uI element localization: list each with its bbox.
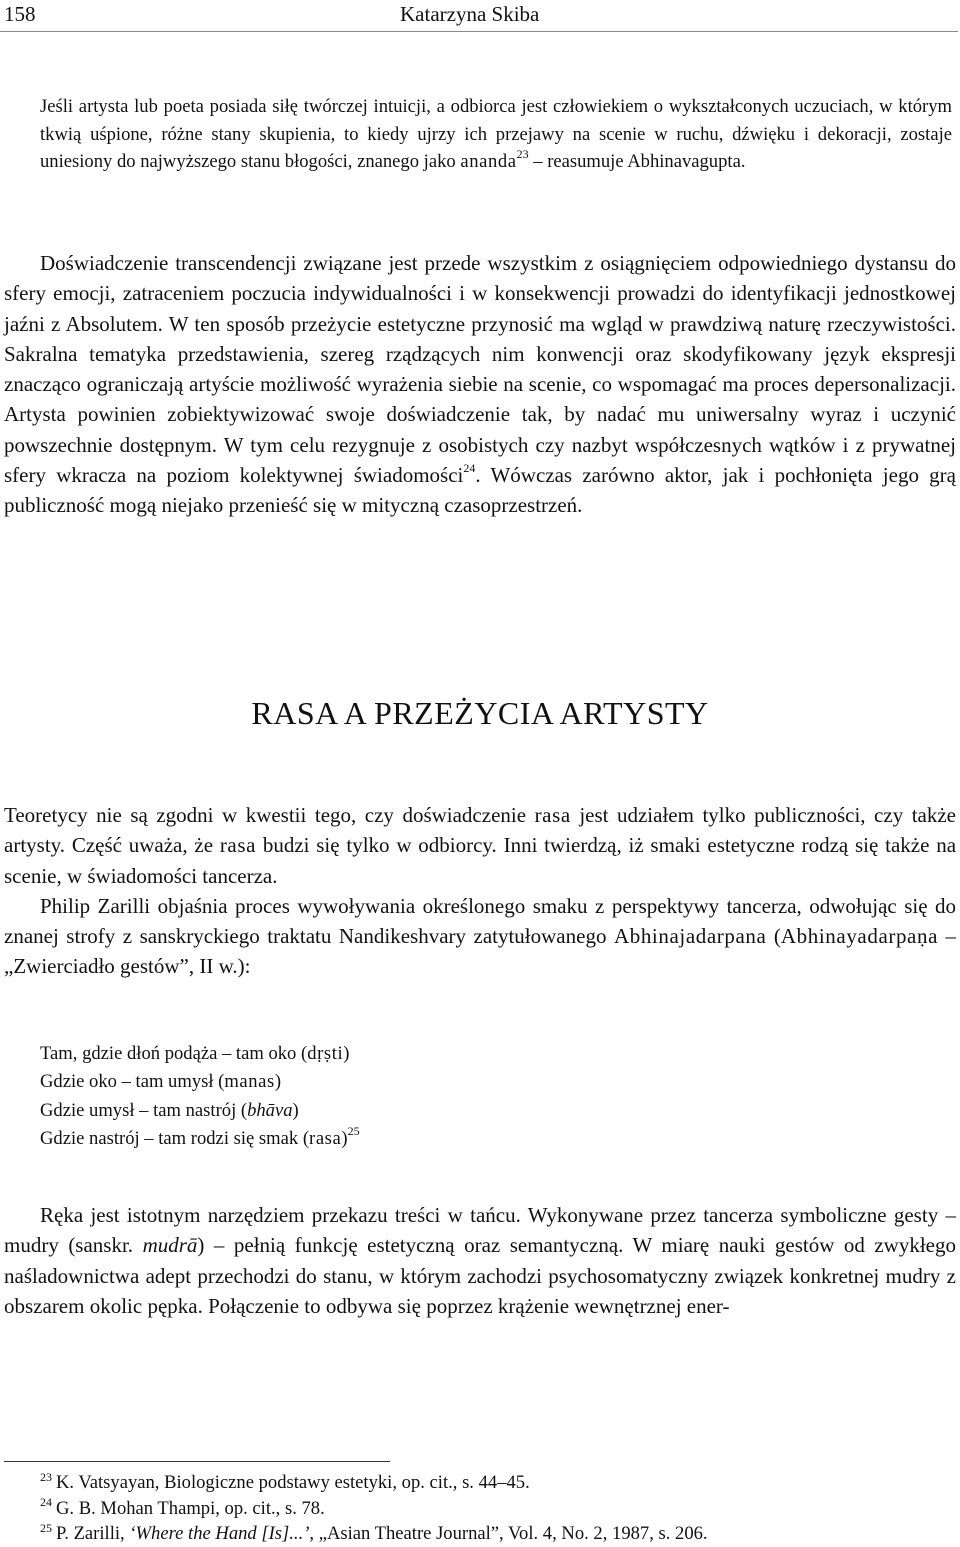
verse-line: Tam, gdzie dłoń podąża – tam oko (dṛṣti) (40, 1043, 350, 1064)
page-header (0, 0, 960, 34)
footnote-23: $^{23}$ K. Vatsyayan, Biologiczne podstawy estetyki, op. cit., s. 44–45. (40, 1469, 530, 1493)
term-mudra: mudrā (142, 1233, 198, 1258)
paragraph1-text-end: . Wówczas zarówno aktor, jak i pochłonięta jego grą publiczność mogą niejako przenieść się w mityczną czasoprzestrzeń. (4, 463, 956, 518)
quote-attribution: – reasumuje Abhinavagupta. (533, 151, 746, 172)
footnotes (40, 1470, 955, 1547)
paragraph2-text: Philip Zarilli objaśnia proces wywoływania określonego smaku z perspektywy tancerza, odwołując się do znanej strofy z sanskryckiego traktatu Nandikeshvary zatytułowanego (4, 893, 956, 949)
paragraph2-text: budzi się tylko w odbiorcy. Inni twierdzą, iż smaki estetyczne rodzą się także na scenie, w świadomości tancerza. (4, 833, 957, 888)
block-quote (40, 93, 952, 176)
term-rasa: rasa (534, 803, 571, 827)
paragraph1-text: Doświadczenie transcendencji związane jest przede wszystkim z osiągnięciem odpowiedniego dystansu do sfery emocji, zatraceniem poczucia indywidualności i w konsekwencji prowadzi do identyfikacji jednostkowej jaźni z Absolutem. W ten sposób przeżycie estetyczne przynosić ma wgląd w prawdziwą naturę rzeczywistości. Sakralna tematyka przedstawienia, szereg rządzących nim konwencji oraz skodyfikowany język ekspresji znacząco ograniczają artyście możliwość wyrażenia siebie na scenie, co wspomagać ma proces depersonalizacji. Artysta powinien zobiektywizować swoje doświadczenie tak, by nadać mu uniwersalny wyraz i uczynić powszechnie dostępnym. W tym celu rezygnuje z osobistych czy nazbyt współczesnych wątków i z prywatnej sfery wkracza na poziom kolektywnej świadomości (4, 251, 956, 488)
verse-line: Gdzie oko – tam umysł (manas) (40, 1071, 282, 1093)
header-rule (0, 31, 958, 32)
verse-line: Gdzie umysł – tam nastrój (bhāva) (40, 1099, 299, 1121)
footnote-ref-24[interactable]: 24 (463, 461, 476, 476)
verse-quote (40, 1040, 740, 1153)
term-rasa: rasa (219, 833, 257, 858)
page-number: 158 (4, 2, 36, 26)
footnote-separator (4, 1461, 390, 1462)
paragraph2-text: jest udziałem tylko publiczności, czy także artysty. Część uważa, że (4, 803, 957, 858)
footnote-25: $^{25}$ P. Zarilli, ‘Where the Hand [Is]...’, „Asian Theatre Journal”, Vol. 4, No. 2, 1987, s. 206. (40, 1520, 708, 1544)
paragraph3-text: ) – pełnią funkcję estetyczną oraz semantyczną. W miarę nauki gestów od zwykłego naśladownictwa adept przechodzi do stanu, w którym zachodzi psychosomatyczny związek konkretnej mudry z obszarem okolic pępka. Połączenie to odbywa się poprzez krążenie wewnętrznej ener- (4, 1233, 956, 1318)
paragraph-mudra (4, 1200, 956, 1321)
paragraph-rasa (4, 800, 956, 982)
footnote-ref-25[interactable]: 25 (347, 1123, 360, 1138)
paragraph-transcendence (4, 248, 956, 521)
paragraph3-text: Ręka jest istotnym narzędziem przekazu treści w tańcu. Wykonywane przez tancerza symboliczne gesty – mudry (sanskr. (4, 1203, 956, 1258)
term-treatise-title: Abhinajadarpana (613, 924, 767, 949)
running-head: Katarzyna Skiba (400, 2, 540, 26)
section-heading: RASA A PRZEŻYCIA ARTYSTY (251, 695, 709, 731)
footnote-ref-23[interactable]: 23 (516, 146, 529, 161)
footnote-24: $^{24}$ G. B. Mohan Thampi, op. cit., s. 78. (40, 1495, 325, 1519)
paragraph2-text: ( (773, 924, 781, 949)
quote-term: ananda (460, 151, 517, 172)
quote-text: Jeśli artysta lub poeta posiada siłę twórczej intuicji, a odbiorca jest człowiekiem o wykształconych uczuciach, w którym tkwią uśpione, różne stany skupienia, to kiedy ujrzy ich przejawy na scenie w ruchu, dźwięku i dekoracji, zostaje uniesiony do najwyższego stanu błogości, znanego jako (40, 96, 952, 172)
verse-line: Gdzie nastrój – tam rodzi się smak (rasa)$^{25}$ (40, 1123, 360, 1149)
paragraph2-text: – „Zwierciadło gestów”, II w.): (4, 924, 957, 979)
term-treatise-title-transliterated: Abhinayadarpaṇa (780, 924, 939, 949)
paragraph2-text: Teoretycy nie są zgodni w kwestii tego, czy doświadczenie (4, 803, 527, 827)
